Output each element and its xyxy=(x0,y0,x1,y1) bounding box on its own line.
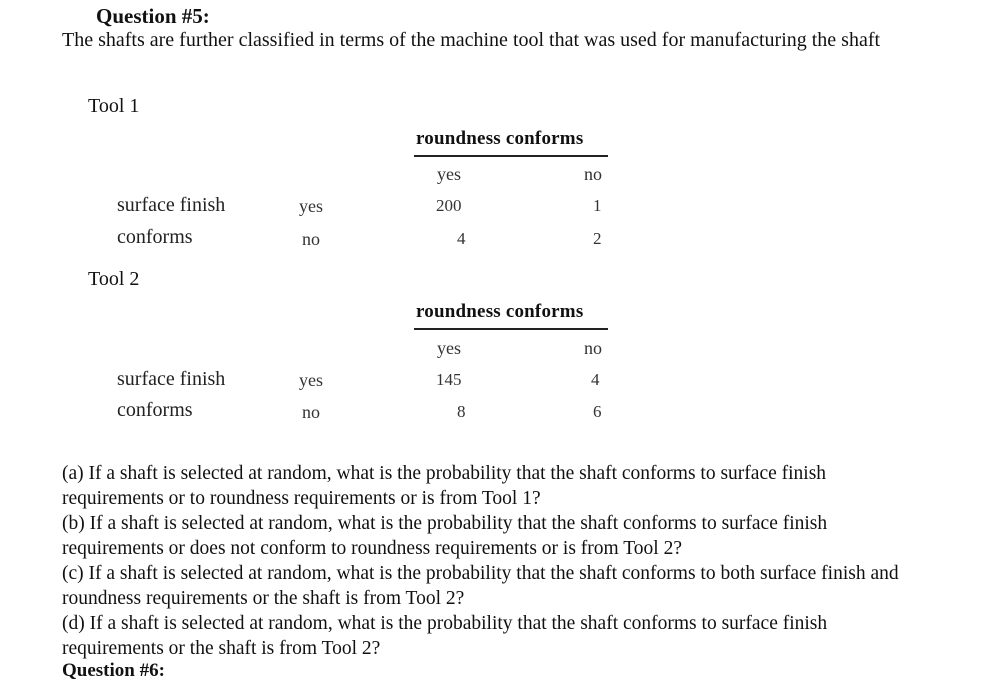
question-intro: The shafts are further classified in terms of the machine tool that was used for manufacturing the shaft xyxy=(62,29,881,51)
tool-2-row-yes: yes xyxy=(299,370,323,390)
tool-1-col-no: no xyxy=(584,164,602,184)
tool-1-row-label-line2: conforms xyxy=(117,226,193,248)
tool-1-col-yes: yes xyxy=(437,164,461,184)
tool-2-cell-yes-yes: 145 xyxy=(436,370,462,389)
tool-2-row-label-line2: conforms xyxy=(117,399,193,421)
tool-2-col-yes: yes xyxy=(437,338,461,358)
question-title: Question #5: xyxy=(96,4,210,28)
tool-1-cell-yes-yes: 200 xyxy=(436,196,462,215)
sub-question-c: (c) If a shaft is selected at random, what is the probability that the shaft conforms to both surface finish and roundness requirements or the shaft is from Tool 2? xyxy=(62,563,899,609)
tool-2-col-no: no xyxy=(584,338,602,358)
tool-1-cell-no-no: 2 xyxy=(593,229,602,248)
tool-1-cell-yes-no: 1 xyxy=(593,196,602,215)
tool-2-cell-yes-no: 4 xyxy=(591,370,600,389)
tool-2-row-label-line1: surface finish xyxy=(117,368,226,390)
sub-question-list xyxy=(62,461,922,661)
next-question-title: Question #6: xyxy=(62,660,165,681)
tool-1-header-rule xyxy=(414,155,608,157)
tool-1-label: Tool 1 xyxy=(88,95,140,117)
sub-question-a: (a) If a shaft is selected at random, what is the probability that the shaft conforms to surface finish requirements or to roundness requirements or is from Tool 1? xyxy=(62,463,827,509)
tool-1-row-yes: yes xyxy=(299,196,323,216)
tool-2-column-header: roundness conforms xyxy=(416,301,584,322)
sub-question-d: (d) If a shaft is selected at random, what is the probability that the shaft conforms to surface finish requirements or the shaft is from Tool 2? xyxy=(62,613,828,659)
tool-1-cell-no-yes: 4 xyxy=(457,229,466,248)
tool-2-label: Tool 2 xyxy=(88,268,140,290)
tool-1-row-label-line1: surface finish xyxy=(117,194,226,216)
tool-1-column-header: roundness conforms xyxy=(416,128,584,149)
tool-1-row-no: no xyxy=(302,229,320,249)
tool-2-cell-no-no: 6 xyxy=(593,402,602,421)
sub-question-b: (b) If a shaft is selected at random, what is the probability that the shaft conforms to surface finish requirements or does not conform to roundness requirements or is from Tool 2? xyxy=(62,513,828,559)
tool-2-row-no: no xyxy=(302,402,320,422)
tool-2-header-rule xyxy=(414,328,608,330)
tool-2-cell-no-yes: 8 xyxy=(457,402,466,421)
